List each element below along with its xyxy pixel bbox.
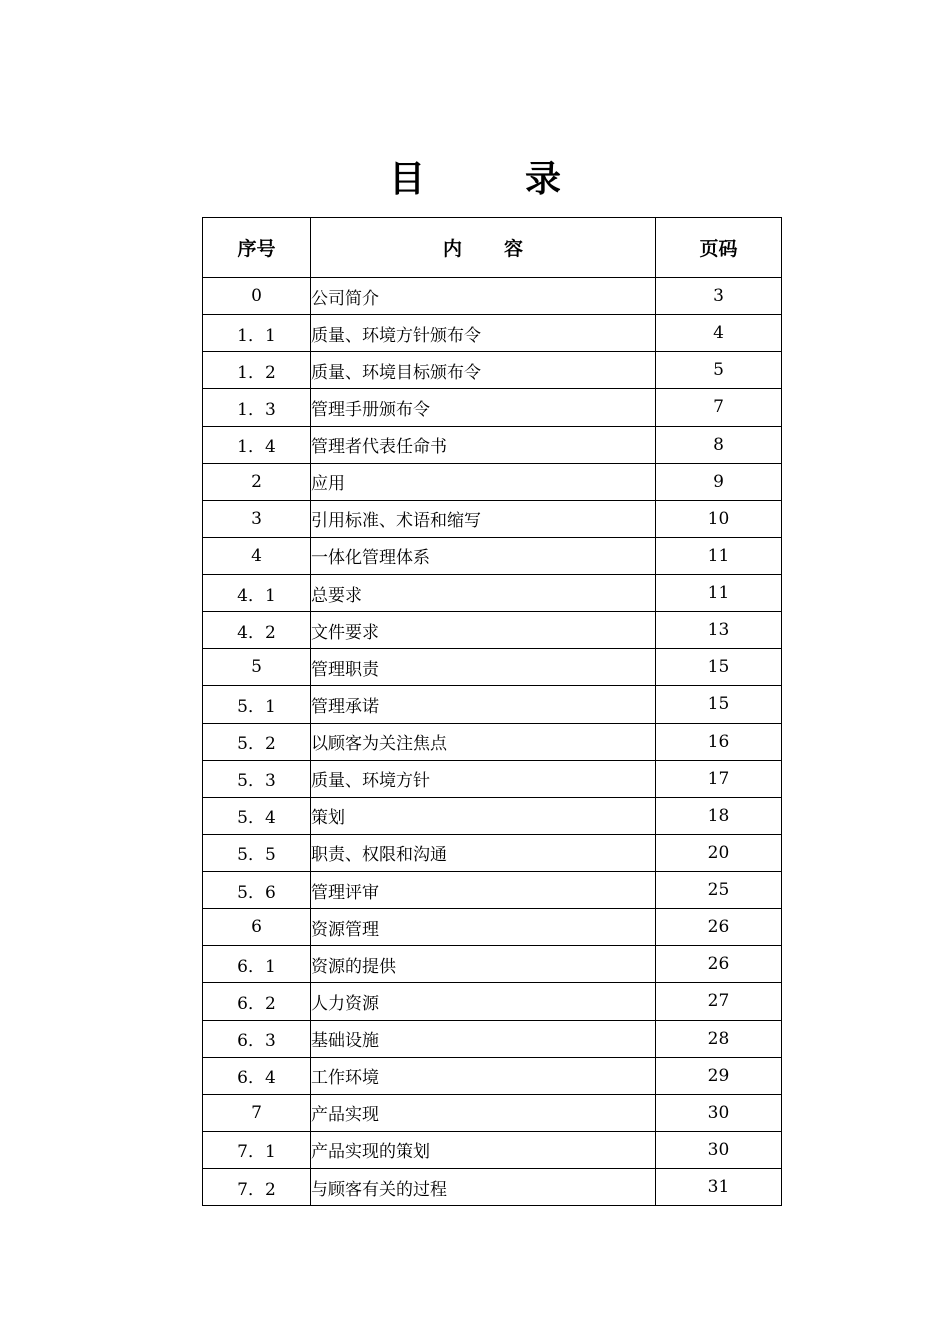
row-number: 7．2 bbox=[203, 1169, 311, 1206]
row-title: 策划 bbox=[311, 797, 656, 834]
row-title: 质量、环境方针 bbox=[311, 760, 656, 797]
row-page: 15 bbox=[656, 686, 782, 723]
row-number: 5．6 bbox=[203, 872, 311, 909]
row-number: 5 bbox=[203, 649, 311, 686]
row-title: 质量、环境目标颁布令 bbox=[311, 352, 656, 389]
row-page: 4 bbox=[656, 315, 782, 352]
row-page: 3 bbox=[656, 278, 782, 315]
row-title: 管理评审 bbox=[311, 872, 656, 909]
row-number: 1．1 bbox=[203, 315, 311, 352]
row-number: 2 bbox=[203, 463, 311, 500]
table-row bbox=[203, 1131, 782, 1168]
row-title: 资源管理 bbox=[311, 909, 656, 946]
table-row bbox=[203, 649, 782, 686]
table-row bbox=[203, 389, 782, 426]
row-title: 产品实现 bbox=[311, 1094, 656, 1131]
row-title: 管理职责 bbox=[311, 649, 656, 686]
row-page: 8 bbox=[656, 426, 782, 463]
row-number: 5．3 bbox=[203, 760, 311, 797]
table-row bbox=[203, 426, 782, 463]
row-page: 16 bbox=[656, 723, 782, 760]
table-row bbox=[203, 1057, 782, 1094]
row-number: 3 bbox=[203, 500, 311, 537]
row-page: 26 bbox=[656, 909, 782, 946]
row-title: 总要求 bbox=[311, 575, 656, 612]
row-title: 与顾客有关的过程 bbox=[311, 1169, 656, 1206]
page-title: 目录 bbox=[388, 159, 661, 200]
table-row bbox=[203, 760, 782, 797]
toc-header-row bbox=[203, 218, 782, 278]
row-title: 人力资源 bbox=[311, 983, 656, 1020]
table-row bbox=[203, 463, 782, 500]
row-page: 31 bbox=[656, 1169, 782, 1206]
row-number: 5．1 bbox=[203, 686, 311, 723]
row-number: 5．2 bbox=[203, 723, 311, 760]
row-title: 管理手册颁布令 bbox=[311, 389, 656, 426]
row-page: 5 bbox=[656, 352, 782, 389]
table-row bbox=[203, 686, 782, 723]
table-row bbox=[203, 537, 782, 574]
row-page: 10 bbox=[656, 500, 782, 537]
row-number: 1．3 bbox=[203, 389, 311, 426]
row-number: 7 bbox=[203, 1094, 311, 1131]
row-title: 基础设施 bbox=[311, 1020, 656, 1057]
row-title: 应用 bbox=[311, 463, 656, 500]
row-page: 20 bbox=[656, 834, 782, 871]
header-content: 内容 bbox=[311, 218, 656, 278]
table-row bbox=[203, 352, 782, 389]
row-page: 11 bbox=[656, 537, 782, 574]
table-row bbox=[203, 872, 782, 909]
row-title: 管理承诺 bbox=[311, 686, 656, 723]
row-number: 0 bbox=[203, 278, 311, 315]
row-number: 5．4 bbox=[203, 797, 311, 834]
row-title: 资源的提供 bbox=[311, 946, 656, 983]
row-title: 管理者代表任命书 bbox=[311, 426, 656, 463]
row-number: 4．1 bbox=[203, 575, 311, 612]
header-number: 序号 bbox=[203, 218, 311, 278]
row-number: 4 bbox=[203, 537, 311, 574]
row-page: 9 bbox=[656, 463, 782, 500]
table-row bbox=[203, 946, 782, 983]
row-page: 26 bbox=[656, 946, 782, 983]
table-row bbox=[203, 834, 782, 871]
row-title: 引用标准、术语和缩写 bbox=[311, 500, 656, 537]
table-row bbox=[203, 1094, 782, 1131]
table-row bbox=[203, 278, 782, 315]
table-row bbox=[203, 797, 782, 834]
table-row bbox=[203, 575, 782, 612]
table-row bbox=[203, 500, 782, 537]
row-page: 18 bbox=[656, 797, 782, 834]
table-row bbox=[203, 723, 782, 760]
row-title: 公司简介 bbox=[311, 278, 656, 315]
table-row bbox=[203, 909, 782, 946]
header-page: 页码 bbox=[656, 218, 782, 278]
row-page: 13 bbox=[656, 612, 782, 649]
row-page: 17 bbox=[656, 760, 782, 797]
row-title: 质量、环境方针颁布令 bbox=[311, 315, 656, 352]
row-number: 1．4 bbox=[203, 426, 311, 463]
toc-table bbox=[202, 217, 782, 1206]
table-row bbox=[203, 612, 782, 649]
row-number: 6 bbox=[203, 909, 311, 946]
row-page: 27 bbox=[656, 983, 782, 1020]
row-number: 6．4 bbox=[203, 1057, 311, 1094]
table-row bbox=[203, 1020, 782, 1057]
row-page: 29 bbox=[656, 1057, 782, 1094]
table-row bbox=[203, 1169, 782, 1206]
row-page: 25 bbox=[656, 872, 782, 909]
row-title: 工作环境 bbox=[311, 1057, 656, 1094]
row-number: 5．5 bbox=[203, 834, 311, 871]
row-number: 6．3 bbox=[203, 1020, 311, 1057]
row-title: 文件要求 bbox=[311, 612, 656, 649]
row-title: 以顾客为关注焦点 bbox=[311, 723, 656, 760]
row-page: 28 bbox=[656, 1020, 782, 1057]
row-number: 6．2 bbox=[203, 983, 311, 1020]
row-page: 11 bbox=[656, 575, 782, 612]
row-page: 15 bbox=[656, 649, 782, 686]
row-page: 7 bbox=[656, 389, 782, 426]
table-row bbox=[203, 315, 782, 352]
row-title: 一体化管理体系 bbox=[311, 537, 656, 574]
row-title: 职责、权限和沟通 bbox=[311, 834, 656, 871]
row-title: 产品实现的策划 bbox=[311, 1131, 656, 1168]
row-page: 30 bbox=[656, 1094, 782, 1131]
row-page: 30 bbox=[656, 1131, 782, 1168]
row-number: 4．2 bbox=[203, 612, 311, 649]
table-row bbox=[203, 983, 782, 1020]
row-number: 7．1 bbox=[203, 1131, 311, 1168]
row-number: 6．1 bbox=[203, 946, 311, 983]
row-number: 1．2 bbox=[203, 352, 311, 389]
